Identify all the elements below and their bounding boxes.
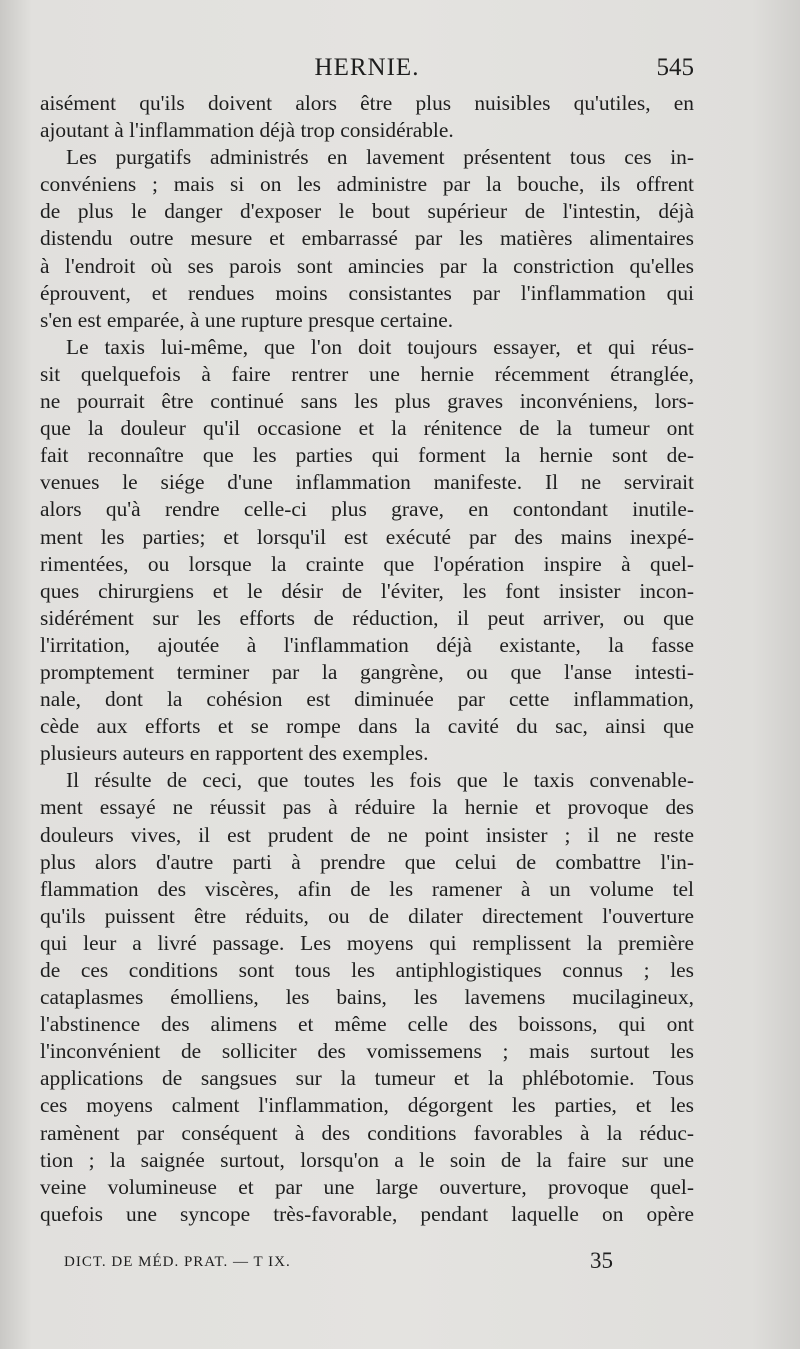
text-line: convéniens ; mais si on les administre par la bouche, ils offrent: [40, 172, 694, 197]
text-line: sidérément sur les efforts de réduction, il peut arriver, ou que: [40, 605, 694, 630]
text-line: qu'ils puissent être réduits, ou de dilater directement l'ouverture: [40, 903, 694, 928]
text-line: nale, dont la cohésion est diminuée par cette inflammation,: [40, 687, 694, 712]
text-line: de ces conditions sont tous les antiphlogistiques connus ; les: [40, 958, 694, 982]
sheet-number: 35: [590, 1248, 613, 1273]
text-line: veine volumineuse et par une large ouverture, provoque quel-: [40, 1174, 694, 1199]
text-line: éprouvent, et rendues moins consistantes par l'inflammation qui: [40, 280, 694, 305]
text-line: rimentées, ou lorsque la crainte que l'opération inspire à quel-: [40, 551, 694, 576]
text-line: tion ; la saignée surtout, lorsqu'on a le soin de la faire sur une: [40, 1147, 694, 1172]
text-line: ajoutant à l'inflammation déjà trop considérable.: [40, 118, 454, 143]
text-line: venues le siége d'une inflammation manifeste. Il ne servirait: [40, 470, 694, 495]
text-line: flammation des viscères, afin de les ramener à un volume tel: [40, 876, 694, 901]
text-line: Il résulte de ceci, que toutes les fois que le taxis convenable-: [66, 768, 694, 793]
text-line: l'inconvénient de solliciter des vomissemens ; mais surtout les: [40, 1039, 694, 1064]
page-number: 545: [656, 54, 694, 81]
text-line: ces moyens calment l'inflammation, dégorgent les parties, et les: [40, 1093, 694, 1118]
text-line: fait reconnaître que les parties qui forment la hernie sont de-: [40, 443, 694, 468]
text-line: alors qu'à rendre celle-ci plus grave, en contondant inutile-: [40, 497, 694, 522]
text-line: plus alors d'autre parti à prendre que celui de combattre l'in-: [40, 849, 694, 874]
paragraph: [40, 767, 694, 1228]
text-line: promptement terminer par la gangrène, ou que l'anse intesti-: [40, 659, 694, 684]
text-line: l'abstinence des alimens et même celle des boissons, qui ont: [40, 1012, 694, 1037]
text-line: ques chirurgiens et le désir de l'éviter, les font insister incon-: [40, 578, 694, 603]
paragraph: [40, 90, 694, 144]
text-line: cataplasmes émolliens, les bains, les lavemens mucilagineux,: [40, 985, 694, 1010]
text-line: à l'endroit où ses parois sont amincies par la constriction qu'elles: [40, 253, 694, 278]
paragraph: [40, 334, 694, 768]
text-line: l'irritation, ajoutée à l'inflammation déjà existante, la fasse: [40, 632, 694, 657]
text-line: plusieurs auteurs en rapportent des exemples.: [40, 741, 429, 766]
text-line: que la douleur qu'il occasione et la rénitence de la tumeur ont: [40, 416, 694, 441]
text-line: sit quelquefois à faire rentrer une hernie récemment étranglée,: [40, 361, 694, 386]
running-title: HERNIE.: [314, 54, 420, 81]
signature-mark: DICT. DE MÉD. PRAT. — T IX.: [64, 1254, 291, 1270]
text-line: applications de sangsues sur la tumeur et la phlébotomie. Tous: [40, 1066, 694, 1091]
text-line: s'en est emparée, à une rupture presque certaine.: [40, 307, 454, 332]
text-line: Les purgatifs administrés en lavement présentent tous ces in-: [66, 145, 694, 170]
text-line: aisément qu'ils doivent alors être plus nuisibles qu'utiles, en: [40, 91, 694, 115]
text-line: qui leur a livré passage. Les moyens qui remplissent la première: [40, 930, 694, 955]
page-header: [40, 50, 694, 86]
text-line: ne pourrait être continué sans les plus graves inconvéniens, lors-: [40, 389, 694, 414]
text-line: quefois une syncope très-favorable, pendant laquelle on opère: [40, 1201, 694, 1226]
text-line: distendu outre mesure et embarrassé par les matières alimentaires: [40, 226, 694, 251]
text-line: ment les parties; et lorsqu'il est exécuté par des mains inexpé-: [40, 524, 694, 549]
text-line: Le taxis lui-même, que l'on doit toujours essayer, et qui réus-: [66, 334, 694, 359]
text-line: cède aux efforts et se rompe dans la cavité du sac, ainsi que: [40, 714, 694, 739]
text-line: ment essayé ne réussit pas à réduire la hernie et provoque des: [40, 795, 694, 820]
text-line: de plus le danger d'exposer le bout supérieur de l'intestin, déjà: [40, 199, 694, 224]
text-line: douleurs vives, il est prudent de ne point insister ; il ne reste: [40, 822, 694, 847]
page-footer: [64, 1248, 624, 1278]
paragraph: [40, 144, 694, 334]
text-line: ramènent par conséquent à des conditions favorables à la réduc-: [40, 1120, 694, 1145]
body-text: [40, 90, 694, 1228]
